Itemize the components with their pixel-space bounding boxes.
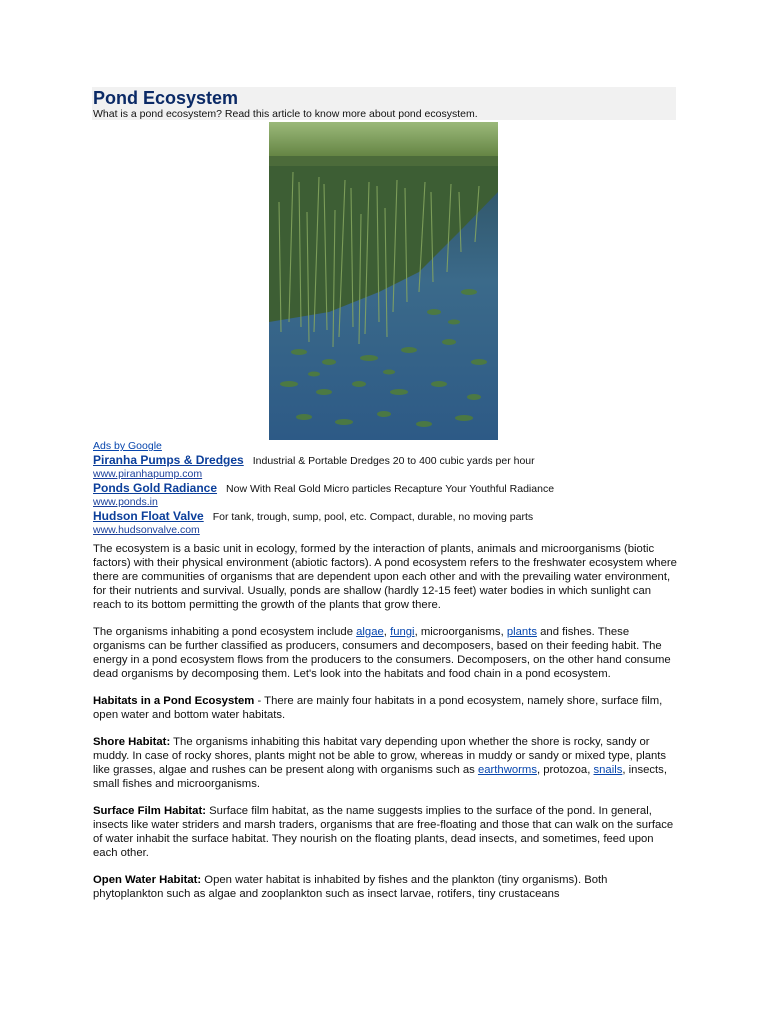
ad-url-link[interactable]: www.piranhapump.com [93,468,203,480]
paragraph-organisms [93,625,677,681]
text-segment: Surface film habitat, as the name suggests implies to the surface of the pond. In general, insects like water striders and marsh traders, organisms that are free-floating and those that can walk on the surface of water inhabit the surface habitat. They nourish on the floating plants, dead insects, and sometimes, feed upon each other. [93,805,674,859]
ad-item [93,453,683,480]
ad-url-link[interactable]: www.hudsonvalve.com [93,524,200,536]
article-body [93,542,677,914]
text-segment: , [383,626,391,638]
link-snails[interactable]: snails [593,764,623,776]
ad-item [93,509,683,536]
paragraph-surface-film-habitat [93,804,677,860]
text-segment: , microorganisms, [414,626,507,638]
paragraph-intro: The ecosystem is a basic unit in ecology, formed by the interaction of plants, animals and microorganisms (biotic factors) with their physical environment (abiotic factors). A pond ecosystem refers to the freshwater ecosystem where there are communities of organisms that are dependent upon each other and with the prevailing water environment, for their nutrients and survival. Usually, ponds are shallow (hardly 12-15 feet) water bodies in which sunlight can reach to its bottom permitting the growth of the plants that grow there. [93,543,677,611]
ad-description: Industrial & Portable Dredges 20 to 400 cubic yards per hour [252,455,535,467]
pond-photo [269,122,498,440]
ad-url-link[interactable]: www.ponds.in [93,496,158,508]
ad-description: For tank, trough, sump, pool, etc. Compact, durable, no moving parts [212,511,534,523]
heading-habitats: Habitats in a Pond Ecosystem [93,695,255,707]
ad-title-link[interactable]: Piranha Pumps & Dredges [93,453,244,467]
ad-item [93,481,683,508]
ad-title-link[interactable]: Hudson Float Valve [93,509,204,523]
page-subtitle: What is a pond ecosystem? Read this article to know more about pond ecosystem. [93,108,478,120]
text-segment: The organisms inhabiting a pond ecosystem include [93,626,357,638]
text-segment: and fishes. These organisms can be further classified as producers, consumers and decomposers, based on their feeding habit. The energy in a pond ecosystem flows from the producers to the consumers. Decomposers, on the other hand consume dead organisms by decomposing them. Let's look into the habitats and food chain in a pond ecosystem. [93,626,671,680]
text-segment: , protozoa, [536,764,594,776]
ads-by-google-link[interactable]: Ads by Google [93,440,162,452]
text-segment: The organisms inhabiting this habitat vary depending upon whether the shore is rocky, sandy or muddy. In case of rocky shores, plants might not be able to grow, whereas in muddy or sandy or mixed type, plants like grasses, algae and rushes can be present along with organisms such as [93,736,667,776]
paragraph-habitats [93,694,677,722]
heading-shore-habitat: Shore Habitat: [93,736,171,748]
link-earthworms[interactable]: earthworms [477,764,537,776]
article-header [92,87,676,120]
paragraph-shore-habitat [93,735,677,791]
ad-description: Now With Real Gold Micro particles Recapture Your Youthful Radiance [226,483,555,495]
text-segment: - There are mainly four habitats in a pond ecosystem, namely shore, surface film, open water and bottom water habitats. [93,695,663,721]
link-plants[interactable]: plants [506,626,537,638]
ad-title-link[interactable]: Ponds Gold Radiance [93,481,218,495]
page-title: Pond Ecosystem [93,88,239,108]
google-ads-block [93,440,683,536]
paragraph-open-water-habitat [93,873,677,901]
link-algae[interactable]: algae [356,626,384,638]
pond-photo-graphic [269,122,498,440]
heading-surface-film-habitat: Surface Film Habitat: [93,805,206,817]
heading-open-water-habitat: Open Water Habitat: [93,874,202,886]
link-fungi[interactable]: fungi [390,626,415,638]
text-segment: , insects, small fishes and microorganisms. [93,764,667,790]
text-segment: Open water habitat is inhabited by fishes and the plankton (tiny organisms). Both phytoplankton such as algae and zooplankton such as insect larvae, rotifers, tiny crustaceans [93,874,608,900]
